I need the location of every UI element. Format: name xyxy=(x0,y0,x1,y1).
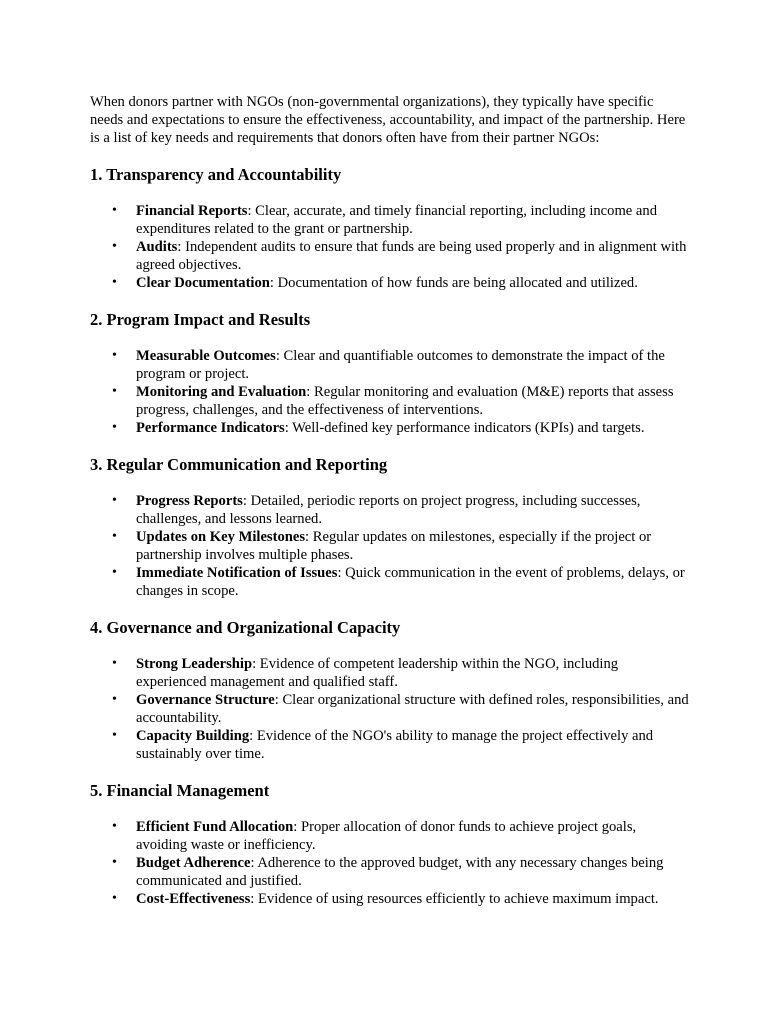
item-text: : Regular monitoring and evaluation (M&E) reports that assess progress, challenges, and the effectiveness of interventions. xyxy=(136,384,674,418)
section-list-program-impact xyxy=(90,347,690,437)
item-term: Updates on Key Milestones xyxy=(136,529,306,545)
item-text: : Regular updates on milestones, especially if the project or partnership involves multiple phases. xyxy=(136,529,652,563)
item-term: Monitoring and Evaluation xyxy=(136,384,307,400)
item-text: : Clear and quantifiable outcomes to demonstrate the impact of the program or project. xyxy=(136,348,665,382)
list-item xyxy=(90,691,690,727)
item-text: : Evidence of competent leadership within the NGO, including experienced management and qualified staff. xyxy=(136,656,619,690)
list-item xyxy=(90,347,690,383)
item-text: : Evidence of using resources efficiently to achieve maximum impact. xyxy=(250,891,659,907)
item-term: Efficient Fund Allocation xyxy=(136,819,294,835)
item-text: : Independent audits to ensure that funds are being used properly and in alignment with agreed objectives. xyxy=(136,239,687,273)
bullet-icon: • xyxy=(112,239,117,254)
intro-paragraph: When donors partner with NGOs (non-governmental organizations), they typically have specific needs and expectations to ensure the effectiveness, accountability, and impact of the partnership. Here is a list of key needs and requirements that donors often have from their partner NGOs: xyxy=(90,94,686,146)
item-term: Budget Adherence xyxy=(136,855,251,871)
section-heading-governance: 4. Governance and Organizational Capacity xyxy=(90,618,401,637)
bullet-icon: • xyxy=(112,203,117,218)
item-text: : Proper allocation of donor funds to achieve project goals, avoiding waste or inefficiency. xyxy=(136,819,637,853)
bullet-icon: • xyxy=(112,692,117,707)
bullet-icon: • xyxy=(112,529,117,544)
list-item xyxy=(90,727,690,763)
bullet-icon: • xyxy=(112,656,117,671)
section-heading-program-impact: 2. Program Impact and Results xyxy=(90,310,311,329)
item-term: Capacity Building xyxy=(136,728,250,744)
item-text: : Well-defined key performance indicators (KPIs) and targets. xyxy=(284,420,645,436)
item-text: : Clear organizational structure with defined roles, responsibilities, and accountability. xyxy=(136,692,689,726)
section-heading-communication: 3. Regular Communication and Reporting xyxy=(90,455,388,474)
item-text: : Clear, accurate, and timely financial reporting, including income and expenditures related to the grant or partnership. xyxy=(136,203,657,237)
item-term: Immediate Notification of Issues xyxy=(136,565,338,581)
bullet-icon: • xyxy=(112,384,117,399)
list-item xyxy=(90,238,690,274)
bullet-icon: • xyxy=(112,565,117,580)
bullet-icon: • xyxy=(112,728,117,743)
section-list-transparency xyxy=(90,202,690,292)
section-heading-transparency: 1. Transparency and Accountability xyxy=(90,165,342,184)
bullet-icon: • xyxy=(112,420,117,435)
section-list-financial-management xyxy=(90,818,690,908)
list-item xyxy=(90,564,690,600)
bullet-icon: • xyxy=(112,855,117,870)
section-list-communication xyxy=(90,492,690,600)
item-text: : Adherence to the approved budget, with any necessary changes being communicated and justified. xyxy=(136,855,664,889)
item-term: Performance Indicators xyxy=(136,420,285,436)
list-item xyxy=(90,854,690,890)
list-item xyxy=(90,419,690,437)
item-text: : Evidence of the NGO's ability to manage the project effectively and sustainably over time. xyxy=(136,728,654,762)
list-item xyxy=(90,655,690,691)
item-text: : Quick communication in the event of problems, delays, or changes in scope. xyxy=(136,565,685,599)
document-page xyxy=(90,93,690,908)
item-term: Financial Reports xyxy=(136,203,248,219)
item-term: Audits xyxy=(136,239,178,255)
item-term: Governance Structure xyxy=(136,692,275,708)
item-term: Clear Documentation xyxy=(136,275,270,291)
bullet-icon: • xyxy=(112,891,117,906)
item-term: Cost-Effectiveness xyxy=(136,891,251,907)
section-list-governance xyxy=(90,655,690,763)
item-term: Measurable Outcomes xyxy=(136,348,276,364)
list-item xyxy=(90,202,690,238)
list-item xyxy=(90,890,690,908)
bullet-icon: • xyxy=(112,348,117,363)
list-item xyxy=(90,528,690,564)
bullet-icon: • xyxy=(112,819,117,834)
list-item xyxy=(90,818,690,854)
list-item xyxy=(90,383,690,419)
bullet-icon: • xyxy=(112,493,117,508)
item-text: : Documentation of how funds are being allocated and utilized. xyxy=(269,275,638,291)
item-term: Strong Leadership xyxy=(136,656,253,672)
list-item xyxy=(90,492,690,528)
bullet-icon: • xyxy=(112,275,117,290)
list-item xyxy=(90,274,690,292)
item-term: Progress Reports xyxy=(136,493,243,509)
item-text: : Detailed, periodic reports on project progress, including successes, challenges, and lessons learned. xyxy=(136,493,641,527)
section-heading-financial-management: 5. Financial Management xyxy=(90,781,270,800)
